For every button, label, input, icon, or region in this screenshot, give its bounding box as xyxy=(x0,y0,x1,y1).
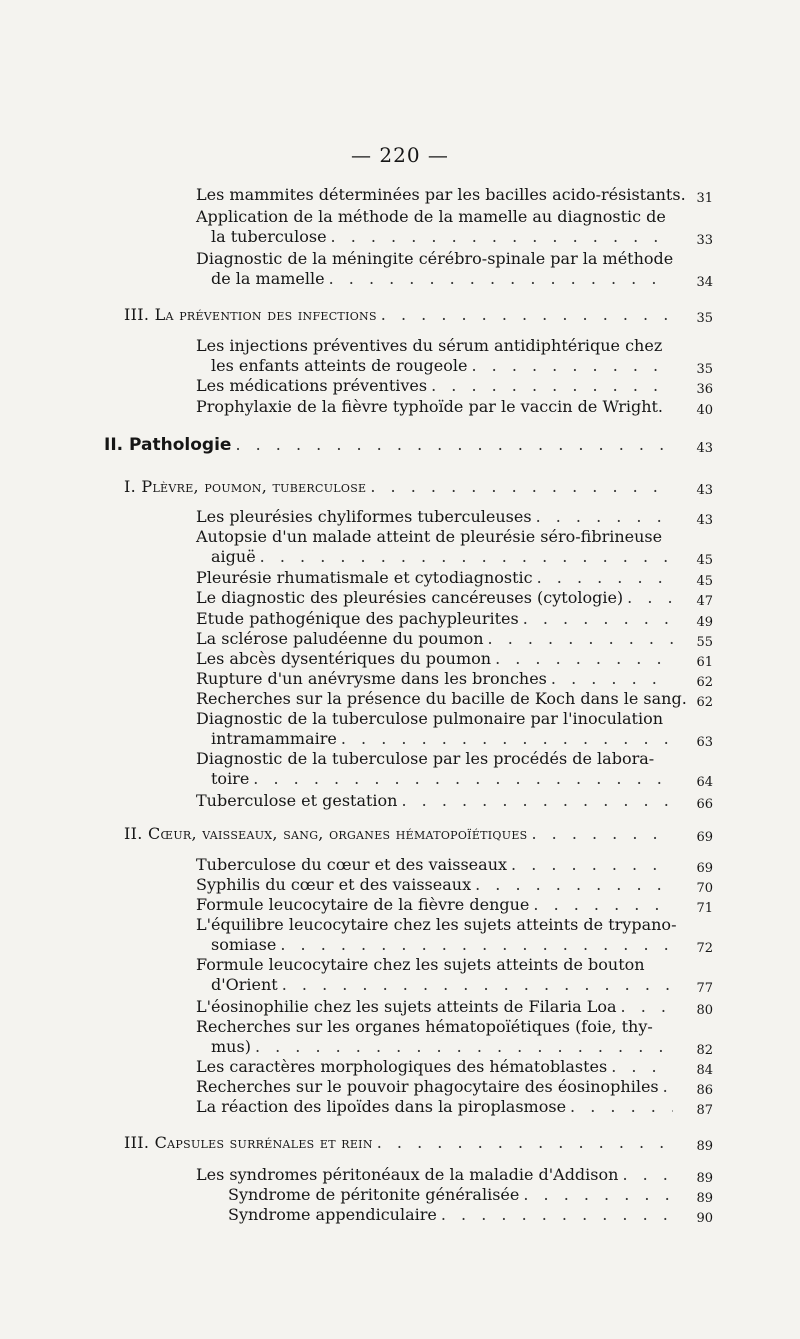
toc-entry-title: III. Capsules surrénales et rein xyxy=(124,1133,373,1152)
toc-entry xyxy=(196,791,713,812)
toc-entry xyxy=(196,750,677,768)
toc-entry xyxy=(196,208,677,226)
toc-entry-title: Les caractères morphologiques des hématoblastes xyxy=(196,1057,608,1076)
toc-entry-title: Tuberculose et gestation xyxy=(196,791,398,810)
toc-entry xyxy=(196,916,677,934)
toc-entry xyxy=(196,1057,713,1078)
dot-leader xyxy=(536,508,673,526)
toc-page-number: 43 xyxy=(696,483,713,498)
toc-entry xyxy=(196,875,713,896)
dot-leader xyxy=(235,436,673,454)
toc-entry-title: Syndrome de péritonite généralisée xyxy=(228,1185,520,1204)
toc-page-number: 69 xyxy=(696,830,713,845)
dot-leader xyxy=(531,825,673,843)
toc-entry xyxy=(196,710,677,728)
dot-leader xyxy=(523,610,673,628)
toc-entry-title: Recherches sur les organes hématopoïétiques (foie, thy- xyxy=(196,1017,653,1036)
toc-entry xyxy=(124,477,713,498)
toc-page-number: 77 xyxy=(696,981,713,996)
toc-entry-title: aiguë xyxy=(211,547,256,566)
toc-entry-title: Diagnostic de la tuberculose pulmonaire par l'inoculation xyxy=(196,709,664,728)
toc-page-number: 49 xyxy=(696,615,713,630)
toc-entry xyxy=(211,547,713,568)
toc-page-number: 45 xyxy=(696,574,713,589)
dot-leader xyxy=(570,1098,673,1116)
dot-leader xyxy=(511,856,673,874)
toc-entry-title: somiase xyxy=(211,935,277,954)
dot-leader xyxy=(475,876,673,894)
toc-page-number: 47 xyxy=(696,594,713,609)
toc-entry-title: Recherches sur la présence du bacille de Koch dans le sang. xyxy=(196,689,687,708)
dot-leader xyxy=(551,670,673,688)
dot-leader xyxy=(431,377,673,395)
toc-page-number: 80 xyxy=(696,1003,713,1018)
dot-leader xyxy=(627,589,673,607)
toc-page-number: 72 xyxy=(696,941,713,956)
toc-page-number: 35 xyxy=(696,362,713,377)
toc-entry xyxy=(196,609,713,630)
dot-leader xyxy=(341,730,673,748)
toc-entry-title: mus) xyxy=(211,1037,251,1056)
toc-page-number: 33 xyxy=(696,233,713,248)
toc-entry-title: Les abcès dysentériques du poumon xyxy=(196,649,492,668)
toc-entry xyxy=(196,337,677,355)
toc-entry-title: d'Orient xyxy=(211,975,278,994)
toc-page-number: 71 xyxy=(696,901,713,916)
dot-leader xyxy=(370,478,673,496)
toc-page-number: 55 xyxy=(696,635,713,650)
toc-page-number: 70 xyxy=(696,881,713,896)
toc-entry-title: Diagnostic de la méningite cérébro-spinale par la méthode xyxy=(196,249,674,268)
toc-entry-title: Les injections préventives du sérum antidiphtérique chez xyxy=(196,336,663,355)
toc-page-number: 31 xyxy=(696,191,713,206)
toc-entry-title: Etude pathogénique des pachypleurites xyxy=(196,609,519,628)
toc-entry xyxy=(228,1205,713,1226)
toc-entry xyxy=(196,1165,713,1186)
toc-entry xyxy=(196,185,713,206)
toc-entry-title: Syphilis du cœur et des vaisseaux xyxy=(196,875,472,894)
dot-leader xyxy=(611,1058,673,1076)
toc-page-number: 62 xyxy=(696,695,713,710)
toc-entry xyxy=(196,507,713,528)
toc-entry xyxy=(196,376,713,397)
toc-page-number: 89 xyxy=(696,1171,713,1186)
toc-entry-title: II. Pathologie xyxy=(104,435,232,455)
toc-entry-title: L'équilibre leucocytaire chez les sujets atteints de trypano- xyxy=(196,915,677,934)
toc-entry xyxy=(211,1037,713,1058)
toc-entry-title: Tuberculose du cœur et des vaisseaux xyxy=(196,855,508,874)
toc-entry-title: de la mamelle xyxy=(211,269,325,288)
toc-entry-title: Prophylaxie de la fièvre typhoïde par le vaccin de Wright. xyxy=(196,397,664,416)
toc-entry xyxy=(196,1077,713,1098)
toc-entry xyxy=(196,397,713,418)
toc-entry-title: Syndrome appendiculaire xyxy=(228,1205,437,1224)
toc-page-number: 40 xyxy=(696,403,713,418)
toc-entry-title: I. Plèvre, poumon, tuberculose xyxy=(124,477,367,496)
toc-entry xyxy=(196,956,677,974)
dot-leader xyxy=(488,630,673,648)
toc-page-number: 62 xyxy=(696,675,713,690)
toc-entry xyxy=(196,1097,713,1118)
dot-leader xyxy=(282,976,673,994)
toc-entry-title: Le diagnostic des pleurésies cancéreuses (cytologie) xyxy=(196,588,624,607)
toc-entry-title: Les mammites déterminées par les bacilles acido-résistants. xyxy=(196,185,686,204)
toc-entry-title: Application de la méthode de la mamelle au diagnostic de xyxy=(196,207,666,226)
toc-entry-title: Pleurésie rhumatismale et cytodiagnostic xyxy=(196,568,533,587)
toc-page-number: 43 xyxy=(696,513,713,528)
toc-entry-title: intramammaire xyxy=(211,729,337,748)
toc-entry xyxy=(124,824,713,845)
toc-page-number: 64 xyxy=(696,775,713,790)
toc-entry-title: La sclérose paludéenne du poumon xyxy=(196,629,484,648)
toc-entry xyxy=(196,528,677,546)
dot-leader xyxy=(280,936,673,954)
toc-entry xyxy=(211,769,713,790)
toc-entry xyxy=(228,1185,713,1206)
dot-leader xyxy=(533,896,673,914)
toc-entry xyxy=(196,1018,677,1036)
toc-page-number: 90 xyxy=(696,1211,713,1226)
toc-entry-title: Diagnostic de la tuberculose par les procédés de labora- xyxy=(196,749,655,768)
toc-entry xyxy=(196,689,713,710)
toc-entry-title: Formule leucocytaire chez les sujets atteints de bouton xyxy=(196,955,645,974)
toc-page-number: 69 xyxy=(696,861,713,876)
toc-page-number: 35 xyxy=(696,311,713,326)
toc-entry-title: La réaction des lipoïdes dans la piroplasmose xyxy=(196,1097,567,1116)
dot-leader xyxy=(381,306,673,324)
toc-entry xyxy=(196,629,713,650)
toc-entry-title: Formule leucocytaire de la fièvre dengue xyxy=(196,895,530,914)
toc-page-number: 84 xyxy=(696,1063,713,1078)
toc-entry-title: Les pleurésies chyliformes tuberculeuses xyxy=(196,507,532,526)
dot-leader xyxy=(471,357,673,375)
toc-entry xyxy=(124,1133,713,1154)
dot-leader xyxy=(331,228,673,246)
dot-leader xyxy=(260,548,673,566)
dot-leader xyxy=(255,1038,673,1056)
toc-page-number: 89 xyxy=(696,1191,713,1206)
toc-entry-title: les enfants atteints de rougeole xyxy=(211,356,468,375)
toc-page-number: 86 xyxy=(696,1083,713,1098)
toc-entry xyxy=(211,729,713,750)
dot-leader xyxy=(495,650,673,668)
toc-entry xyxy=(211,269,713,290)
toc-page-number: 36 xyxy=(696,382,713,397)
toc-entry-title: Recherches sur le pouvoir phagocytaire des éosinophiles xyxy=(196,1077,659,1096)
dot-leader xyxy=(622,1166,673,1184)
toc-entry xyxy=(196,895,713,916)
toc-entry-title: la tuberculose xyxy=(211,227,327,246)
dot-leader xyxy=(621,998,673,1016)
dot-leader xyxy=(329,270,673,288)
dot-leader xyxy=(253,770,673,788)
dot-leader xyxy=(523,1186,673,1204)
toc-page-number: 43 xyxy=(696,441,713,456)
toc-page-number: 61 xyxy=(696,655,713,670)
toc-entry xyxy=(196,568,713,589)
toc-entry-title: III. La prévention des infections xyxy=(124,305,377,324)
toc-page-number: 45 xyxy=(696,553,713,568)
toc-entry xyxy=(196,997,713,1018)
toc-page-number: 34 xyxy=(696,275,713,290)
toc-entry-title: Rupture d'un anévrysme dans les bronches xyxy=(196,669,547,688)
toc-entry-title: L'éosinophilie chez les sujets atteints de Filaria Loa xyxy=(196,997,617,1016)
toc-entry xyxy=(211,975,713,996)
dot-leader xyxy=(441,1206,673,1224)
toc-entry-title: Les médications préventives xyxy=(196,376,428,395)
toc-page-number: 82 xyxy=(696,1043,713,1058)
dot-leader xyxy=(377,1134,673,1152)
toc-entry xyxy=(196,250,677,268)
toc-entry xyxy=(196,649,713,670)
toc-entry xyxy=(211,935,713,956)
toc-entry xyxy=(196,588,713,609)
toc-entry-title: toire xyxy=(211,769,250,788)
toc-entry xyxy=(211,356,713,377)
toc-page-number: 63 xyxy=(696,735,713,750)
dot-leader xyxy=(401,792,673,810)
toc-entry xyxy=(211,227,713,248)
toc-entry xyxy=(124,305,713,326)
toc-page-number: 89 xyxy=(696,1139,713,1154)
toc-page-number: 87 xyxy=(696,1103,713,1118)
page-number: — 220 — xyxy=(351,143,449,167)
toc-entry-title: Les syndromes péritonéaux de la maladie d'Addison xyxy=(196,1165,619,1184)
toc-entry-title: II. Cœur, vaisseaux, sang, organes hématopoïétiques xyxy=(124,824,528,843)
toc-entry-title: Autopsie d'un malade atteint de pleurésie séro-fibrineuse xyxy=(196,527,663,546)
toc-entry xyxy=(104,435,713,456)
toc-entry xyxy=(196,855,713,876)
toc-page-number: 66 xyxy=(696,797,713,812)
dot-leader xyxy=(537,569,673,587)
toc-entry xyxy=(196,669,713,690)
dot-leader xyxy=(663,1078,673,1096)
